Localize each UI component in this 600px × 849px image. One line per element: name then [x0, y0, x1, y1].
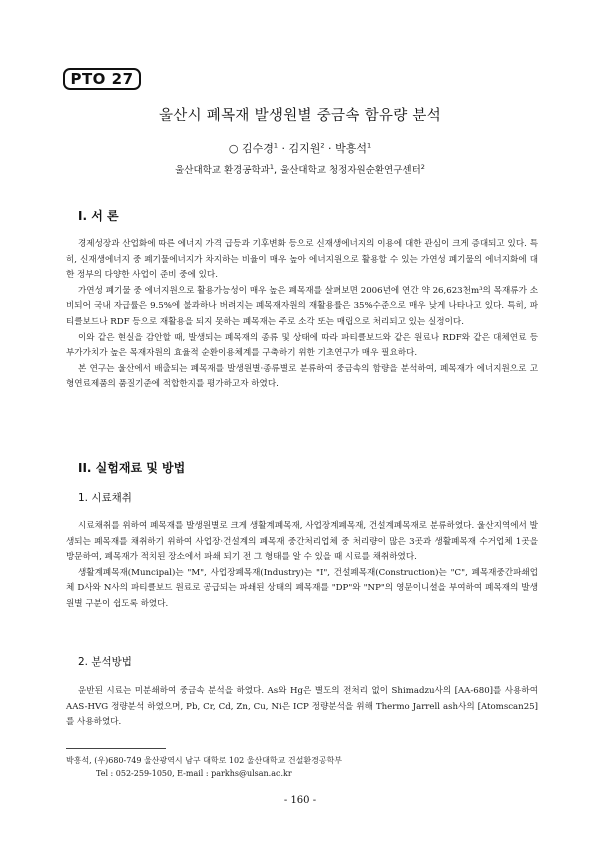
affiliation-name: 울산대학교 환경공학과 — [175, 165, 270, 176]
analysis-paragraph: 운반된 시료는 미분쇄하여 중금속 분석을 하였다. As와 Hg은 별도의 전처리 없이 Shimadzu사의 [AA-680]를 사용하여 AAS-HVG 정량분석 하였으며, Pb, Cr, Cd, Zn, Cu, Ni은 ICP 정량분석을 위해 Thermo Jarrell ash사의 [Atomscan25]를 사용하였다. — [66, 686, 538, 728]
footnote-divider — [66, 748, 166, 749]
affiliation-separator: , — [274, 165, 281, 176]
paper-title: 울산시 폐목재 발생원별 중금속 함유량 분석 — [158, 108, 442, 124]
author-name: 김수경 — [242, 142, 274, 155]
author-name: 김지원 — [288, 142, 321, 155]
intro-body — [66, 237, 538, 393]
author-affiliation-mark: 1 — [366, 141, 372, 150]
section-heading-intro: I. 서 론 — [78, 209, 119, 223]
subsection-heading-analysis: 2. 분석방법 — [78, 656, 132, 668]
footnote-address: 박흥석, (우)680-749 울산광역시 남구 대학로 102 울산대학교 건설환경공학부 — [66, 756, 343, 765]
intro-paragraph: 경제성장과 산업화에 따른 에너지 가격 급등과 기후변화 등으로 신재생에너지의 이용에 대한 관심이 크게 증대되고 있다. 특히, 신재생에너지 중 폐기물에너지가 차지하는 비율이 매우 높아 에너지원으로 활용할 수 있는 가연성 폐기물의 에너지화에 대한 정부의 다양한 사업이 준비 중에 있다. — [66, 239, 538, 281]
affiliation-mark: 1 — [269, 162, 275, 171]
presenter-marker: ○ — [228, 142, 242, 155]
affiliation-mark: 2 — [420, 162, 425, 171]
affiliation-name: 울산대학교 청정자원순환연구센터 — [280, 165, 421, 176]
analysis-body — [66, 684, 538, 731]
author-line — [0, 140, 600, 156]
footnote-contact: Tel : 052-259-1050, E-mail : parkhs@ulsan.ac.kr — [96, 769, 292, 778]
author-name: 박흥석 — [335, 142, 367, 155]
intro-paragraph: 가연성 폐기물 중 에너지원으로 활용가능성이 매우 높은 폐목재를 살펴보면 2006년에 연간 약 26,623천m³의 목재류가 소비되어 국내 자급률은 9.5%에 불과하나 버려지는 폐목재자원의 재활용률은 35%수준으로 매우 낮게 나타나고 있다. 특히, 파티클보드나 RDF 등으로 재활용을 되지 못하는 폐목재는 주로 소각 또는 매립으로 처리되고 있는 실정이다. — [66, 285, 538, 327]
sampling-paragraph: 생활계폐목재(Muncipal)는 "M", 사업장폐목재(Industry)는 "I", 건설폐목재(Construction)는 "C", 폐목재중간파쇄업체 D사와 N사의 파티클보드 원료로 공급되는 파쇄된 상태의 폐목재를 "DP"와 "NP"의 영문이니셜을 부여하여 폐목재의 발생원별 구분이 쉽도록 하였다. — [66, 567, 538, 609]
intro-paragraph: 이와 같은 현실을 감안할 때, 발생되는 폐목재의 종류 및 상태에 따라 파티클보드와 같은 원료나 RDF와 같은 대체연료 등 부가가치가 높은 목재자원의 효율적 순환이용체계를 구축하기 위한 기초연구가 매우 필요하다. — [66, 332, 538, 359]
intro-paragraph: 본 연구는 울산에서 배출되는 폐목재를 발생원별·종류별로 분류하여 중금속의 함량을 분석하여, 폐목재가 에너지원으로 고형연료제품의 품질기준에 적합한지를 평가하고자 하였다. — [66, 363, 538, 390]
author-separator: · — [324, 142, 336, 155]
author-affiliation-mark: 1 — [273, 141, 279, 150]
sampling-paragraph: 시료채취를 위하여 폐목재를 발생원별로 크게 생활계폐목재, 사업장계폐목재, 건설계폐목재로 분류하였다. 울산지역에서 발생되는 폐목재를 채취하기 위하여 사업장·건설계의 폐목재 중간처리업체 중 처리량이 많은 3곳과 생활폐목재 수거업체 1곳을 방문하여, 폐목재가 적치된 장소에서 파쇄 되기 전 그 형태를 알 수 있을 때 시료를 채취하였다. — [66, 521, 538, 563]
affiliation-line — [0, 162, 600, 176]
page-number: - 160 - — [283, 795, 317, 806]
author-separator: · — [278, 142, 289, 155]
section-heading-methods: II. 실험재료 및 방법 — [78, 461, 186, 475]
subsection-heading-sampling: 1. 시료채취 — [78, 492, 132, 504]
session-code-badge: PTO 27 — [63, 68, 141, 90]
sampling-body — [66, 519, 538, 613]
author-affiliation-mark: 2 — [320, 141, 325, 150]
